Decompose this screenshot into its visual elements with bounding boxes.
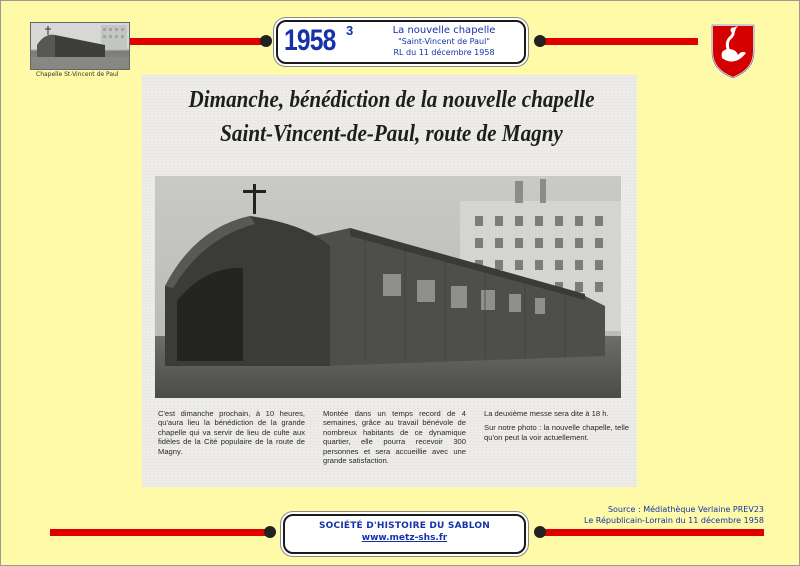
year-label: 1958: [284, 24, 336, 57]
bar-end-dot: [534, 35, 546, 47]
headline-line-1: Dimanche, bénédiction de la nouvelle chapelle: [188, 87, 595, 113]
source-line-1: Source : Médiathèque Verlaine PREV23: [607, 505, 764, 514]
newspaper-clipping: [142, 75, 637, 487]
thumbnail-caption: Chapelle St-Vincent de Paul: [36, 71, 119, 78]
header-bar-left: [128, 38, 268, 45]
page-reference: RL du 11 décembre 1958: [393, 48, 495, 57]
source-line-2: Le Républicain-Lorrain du 11 décembre 1958: [584, 516, 764, 525]
article-column-3: [484, 409, 629, 442]
headline-line-2: Saint-Vincent-de-Paul, route de Magny: [220, 121, 563, 147]
bar-end-dot: [534, 526, 546, 538]
article-column-2: Montée dans un temps record de 4 semaines, grâce au travail bénévole de nombreux habitants de ce dynamique quartier, elle pourra recevoir 300 personnes et sera accueillie avec une grande satisfaction.: [323, 409, 466, 466]
page-title: La nouvelle chapelle: [392, 25, 496, 36]
article-column-1: C'est dimanche prochain, à 10 heures, qu'aura lieu la bénédiction de la grande chapelle qui va servir de lieu de culte aux fidèles de la Cité populaire de la route de Magny.: [158, 409, 305, 456]
sablon-crest-icon: [708, 22, 758, 80]
footer-bar-right: [538, 529, 764, 536]
page-subtitle: "Saint-Vincent de Paul": [397, 37, 491, 46]
website-link[interactable]: www.metz-shs.fr: [361, 533, 448, 543]
chapel-photo: [155, 176, 621, 398]
year-superscript: 3: [346, 23, 354, 38]
source-note: [584, 504, 764, 526]
article-photo-caption: Sur notre photo : la nouvelle chapelle, telle qu'on peut la voir actuellement.: [484, 423, 629, 442]
bar-end-dot: [260, 35, 272, 47]
clipping-headline: [183, 83, 601, 151]
footer-bar-left: [50, 529, 272, 536]
title-lines: [364, 25, 524, 58]
chapel-thumbnail-image: [31, 23, 129, 69]
chapel-thumbnail: [30, 22, 130, 70]
organization-name: SOCIÉTÉ D'HISTOIRE DU SABLON: [318, 521, 490, 531]
header-bar-right: [538, 38, 698, 45]
article-paragraph-mass: La deuxième messe sera dite à 18 h.: [484, 409, 609, 418]
bar-end-dot: [264, 526, 276, 538]
footer-box: [283, 514, 526, 554]
header-title-box: [276, 20, 526, 64]
